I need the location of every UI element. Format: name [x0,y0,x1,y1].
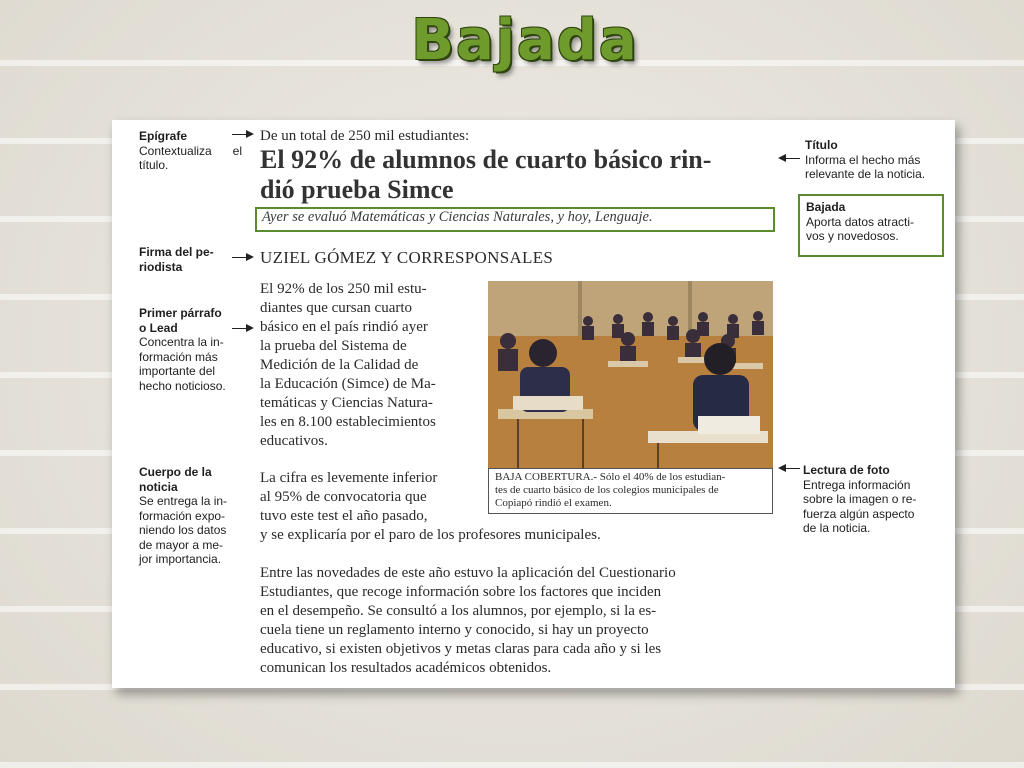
annotation-line: de la noticia. [803,521,871,535]
arrow-right-icon [232,328,252,329]
body-line: comunican los resultados académicos obtenidos. [260,660,552,676]
annotation-firma [139,245,242,274]
classroom-photo [488,281,773,468]
article-headline [260,145,780,205]
annotation-line: hecho noticioso. [139,378,226,393]
annotation-line: Se entrega la in- [139,494,228,508]
article-lead [260,280,478,451]
arrow-right-icon [232,257,252,258]
arrow-right-icon [232,134,252,135]
annotation-title-line: riodista [139,259,183,274]
body-line: educativo, si existen objetivos y metas claras para cada año y si les [260,641,662,657]
annotation-title-line: Primer párrafo [139,306,222,320]
lead-line: les en 8.100 establecimientos [260,414,436,430]
headline-line: El 92% de alumnos de cuarto básico rin- [260,145,712,174]
body-line: al 95% de convocatoria que [260,489,427,505]
annotation-line: relevante de la noticia. [805,167,926,181]
lead-line: básico en el país rindió ayer [260,319,428,335]
annotation-cuerpo [139,465,242,567]
article-subtitle: Ayer se evaluó Matemáticas y Ciencias Naturales, y hoy, Lenguaje. [262,209,653,225]
article-epigraph: De un total de 250 mil estudiantes: [260,128,470,144]
lead-line: educativos. [260,433,328,449]
caption-line: tes de cuarto básico de los colegios municipales de [495,484,719,496]
annotation-bajada [806,200,940,244]
annotation-title-line: Cuerpo de la [139,465,212,479]
annotation-line: importante del [139,364,216,378]
annotation-line: Informa el hecho más [805,152,921,167]
annotation-line: fuerza algún aspecto [803,506,915,521]
lead-line: la prueba del Sistema de [260,338,407,354]
article-byline: UZIEL GÓMEZ Y CORRESPONSALES [260,248,554,267]
bajada-annotation-box [798,194,944,257]
body-line: Estudiantes, que recoge información sobre los factores que inciden [260,584,662,600]
annotation-line: título. [139,158,169,172]
annotation-title-line: noticia [139,479,178,494]
annotation-line: de mayor a me- [139,537,224,552]
classroom-photo-illustration [488,281,773,468]
annotation-line: Aporta datos atracti- [806,214,915,229]
annotation-line: vos y novedosos. [806,229,899,243]
body-line: Entre las novedades de este año estuvo la aplicación del Cuestionario [260,565,676,581]
annotation-line: jor importancia. [139,552,222,566]
body-line: en el desempeño. Se consultó a los alumnos, por ejemplo, si la es- [260,603,657,619]
article-body-line: y se explicaría por el paro de los profesores municipales. [260,527,601,543]
annotation-lectura [803,463,943,536]
annotation-title: Epígrafe [139,129,188,143]
lead-line: Medición de la Calidad de [260,357,419,373]
annotation-line: formación expo- [139,508,226,523]
arrow-left-icon [780,158,800,159]
annotation-line: Entrega información [803,477,911,492]
body-line: cuela tiene un reglamento interno y conocido, si hay un proyecto [260,622,649,638]
annotation-titulo [805,138,945,182]
annotation-title-line: o Lead [139,320,178,335]
photo-caption [488,468,773,514]
annotation-title-line: Firma del pe- [139,245,214,259]
annotation-title: Lectura de foto [803,463,890,477]
caption-line: Copiapó rindió el examen. [495,497,612,509]
annotation-line: Concentra la in- [139,335,224,349]
lead-line: diantes que cursan cuarto [260,300,413,316]
annotation-epigrafe [139,129,242,173]
slide-title: Bajada [411,8,639,73]
annotation-line: Contextualiza el [139,143,242,158]
lead-line: temáticas y Ciencias Natura- [260,395,433,411]
annotation-line: niendo los datos [139,523,227,537]
body-line: tuvo este test el año pasado, [260,508,428,524]
annotation-line: formación más [139,349,218,364]
caption-line: BAJA COBERTURA.- Sólo el 40% de los estudian- [495,471,726,483]
lead-line: la Educación (Simce) de Ma- [260,376,436,392]
annotation-line: sobre la imagen o re- [803,492,917,506]
annotation-title: Bajada [806,200,846,214]
lead-line: El 92% de los 250 mil estu- [260,281,427,297]
annotation-title: Título [805,138,838,152]
annotation-lead [139,306,242,393]
article-body-paragraph [260,564,772,678]
body-line: La cifra es levemente inferior [260,470,438,486]
article-body-paragraph [260,469,478,526]
headline-line: dió prueba Simce [260,175,454,204]
arrow-left-icon [780,468,800,469]
